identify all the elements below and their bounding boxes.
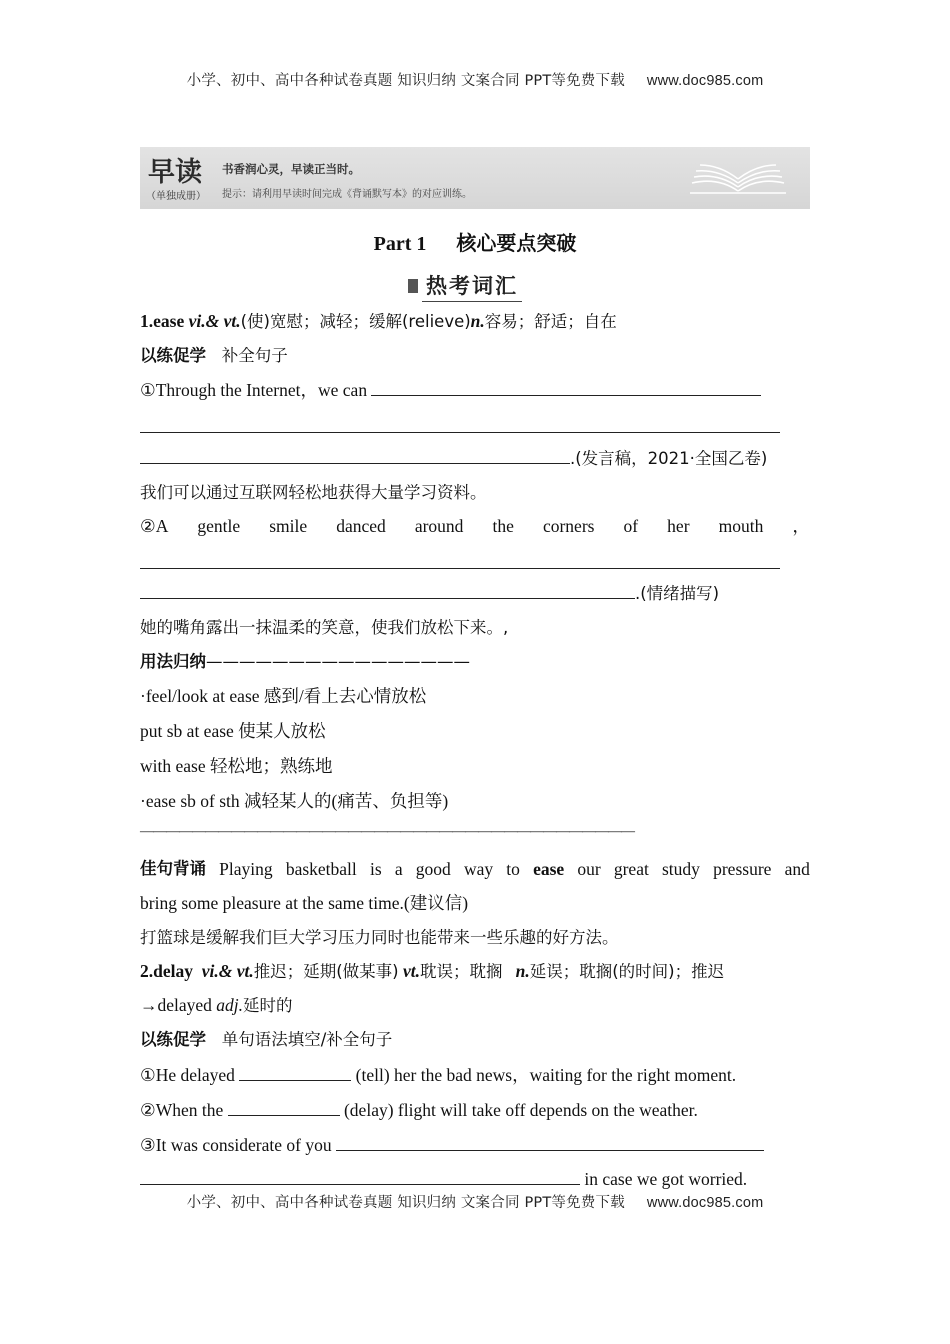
q2-translation: 她的嘴角露出一抹温柔的笑意，使我们放松下来。,	[140, 618, 509, 637]
open-book-icon	[688, 157, 788, 197]
practice-label: 以练促学	[140, 1030, 206, 1049]
good-word: is	[369, 859, 382, 879]
practice-task: 补全句子	[221, 346, 288, 365]
good-word: way	[463, 859, 494, 879]
entry2-headword	[140, 959, 810, 984]
part-title: 核心要点突破	[456, 231, 577, 255]
entry2-q3	[140, 1133, 810, 1157]
page-header	[0, 69, 950, 90]
q2-post: (delay) flight will take off depends on the weather.	[343, 1100, 698, 1120]
entry1-number: 1.	[140, 311, 154, 331]
q2-word: danced	[336, 516, 386, 536]
entry2-derived-word: delayed	[157, 995, 212, 1015]
usage-item: ·ease sb of sth 减轻某人的(痛苦、负担等)	[140, 791, 449, 811]
entry2-practice-label	[140, 1028, 810, 1052]
entry1-q1	[140, 378, 810, 402]
arrow-icon: →	[140, 995, 158, 1015]
entry1-word: ease	[153, 311, 185, 331]
good-word: and	[784, 859, 810, 879]
footer-text: 小学、初中、高中各种试卷真题 知识归纳 文案合同 PPT等免费下载	[186, 1195, 625, 1211]
q2-word: the	[492, 516, 514, 536]
entry2-derived-pos: adj.	[216, 995, 244, 1015]
entry2-word: delay	[153, 961, 193, 981]
good-sentence-line-1	[140, 857, 810, 881]
header-text: 小学、初中、高中各种试卷真题 知识归纳 文案合同 PPT等免费下载	[186, 73, 625, 89]
q1-pre: ①He delayed	[140, 1065, 235, 1085]
entry2-number: 2.	[140, 961, 154, 981]
entry1-headword	[140, 309, 810, 334]
entry1-pos1: vi.& vt.	[188, 311, 241, 331]
part-heading	[0, 227, 950, 256]
entry2-q2	[140, 1098, 810, 1122]
q1-source: .(发言稿，2021·全国乙卷)	[570, 449, 768, 468]
good-word: to	[506, 859, 520, 879]
q2-word: corners	[542, 516, 595, 536]
q2-word: gentle	[197, 516, 241, 536]
q2-answer-line-1[interactable]	[140, 568, 780, 569]
usage-dashes: ————————————————	[206, 652, 470, 671]
q1-answer-line-2[interactable]	[140, 432, 780, 433]
entry2-def1: 推迟；延期(做某事)	[253, 962, 399, 981]
entry1-practice-label	[140, 344, 810, 368]
q2-word: her	[667, 516, 690, 536]
entry2-q3-end	[140, 1167, 810, 1191]
entry2-def3: 延误；耽搁(的时间)；推迟	[529, 962, 725, 981]
usage-item: with ease 轻松地；熟练地	[140, 756, 333, 776]
morning-reading-banner	[140, 147, 810, 209]
footer-site[interactable]: www.doc985.com	[646, 1195, 764, 1211]
good-word: our	[577, 859, 601, 879]
q2-blank[interactable]	[228, 1098, 340, 1116]
banner-title: 早读	[148, 157, 202, 188]
section-title: 热考词汇	[422, 270, 522, 302]
good-sentence-label: 佳句背诵	[140, 859, 206, 878]
section-marker-icon	[408, 279, 418, 293]
q1-answer-line-3[interactable]	[140, 446, 570, 464]
good-key-word: ease	[533, 859, 565, 879]
banner-tip: 提示：请利用早读时间完成《背诵默写本》的对应训练。	[222, 189, 472, 200]
q3-end: in case we got worried.	[584, 1169, 748, 1189]
q2-word: of	[623, 516, 639, 536]
q1-text: ①Through the Internet，we can	[140, 380, 368, 400]
entry2-q1	[140, 1063, 810, 1087]
practice-task: 单句语法填空/补全句子	[221, 1030, 393, 1049]
q3-blank-line-2[interactable]	[140, 1167, 580, 1185]
q2-source: .(情绪描写)	[635, 584, 720, 603]
usage-end-dashes: ——————————————————————————————————————	[140, 824, 634, 839]
usage-heading	[140, 650, 810, 674]
usage-item: put sb at ease 使某人放松	[140, 721, 326, 741]
entry1-q2	[140, 514, 810, 538]
good-word: pressure	[713, 859, 772, 879]
entry1-q1-end	[140, 446, 810, 471]
entry1-pos2: n.	[470, 311, 485, 331]
q2-word: around	[414, 516, 464, 536]
entry2-def2: 耽误；耽搁	[420, 962, 503, 981]
part-label: Part 1	[373, 233, 427, 255]
banner-slogan: 书香润心灵，早读正当时。	[222, 162, 360, 176]
q2-answer-line-2[interactable]	[140, 581, 635, 599]
entry1-def1: (使)宽慰；减轻；缓解(relieve)	[240, 312, 471, 331]
q3-blank[interactable]	[336, 1133, 764, 1151]
q1-translation: 我们可以通过互联网轻松地获得大量学习资料。	[140, 483, 487, 502]
q2-word: mouth	[718, 516, 764, 536]
q2-word: ，	[792, 516, 810, 536]
q1-post: (tell) her the bad news，waiting for the right moment.	[355, 1065, 737, 1085]
q2-word: smile	[269, 516, 308, 536]
q1-answer-blank[interactable]	[371, 378, 761, 396]
entry2-derived	[140, 993, 810, 1018]
good-sentence-translation: 打篮球是缓解我们巨大学习压力同时也能带来一些乐趣的好方法。	[140, 928, 619, 947]
q1-blank[interactable]	[239, 1063, 351, 1081]
q3-pre: ③It was considerate of you	[140, 1135, 332, 1155]
entry2-pos3: n.	[515, 961, 530, 981]
entry2-pos1: vi.& vt.	[201, 961, 254, 981]
usage-label: 用法归纳	[140, 652, 206, 671]
q2-pre: ②When the	[140, 1100, 224, 1120]
good-word: basketball	[285, 859, 357, 879]
good-word: Playing	[219, 859, 273, 879]
entry2-derived-def: 延时的	[243, 996, 293, 1015]
entry2-pos2: vt.	[403, 961, 421, 981]
good-word: a	[394, 859, 403, 879]
banner-subtitle: （单独成册）	[146, 191, 206, 202]
usage-item: ·feel/look at ease 感到/看上去心情放松	[140, 686, 427, 706]
entry1-q2-end	[140, 581, 810, 606]
entry1-def2: 容易；舒适；自在	[484, 312, 617, 331]
practice-label: 以练促学	[140, 346, 206, 365]
good-word: great	[613, 859, 649, 879]
good-sentence-line-2: bring some pleasure at the same time.(建议信)	[140, 893, 469, 913]
good-word: good	[415, 859, 451, 879]
header-site[interactable]: www.doc985.com	[646, 73, 764, 89]
good-word: study	[662, 859, 700, 879]
q2-word: ②A	[140, 516, 169, 536]
page-footer	[0, 1191, 950, 1212]
